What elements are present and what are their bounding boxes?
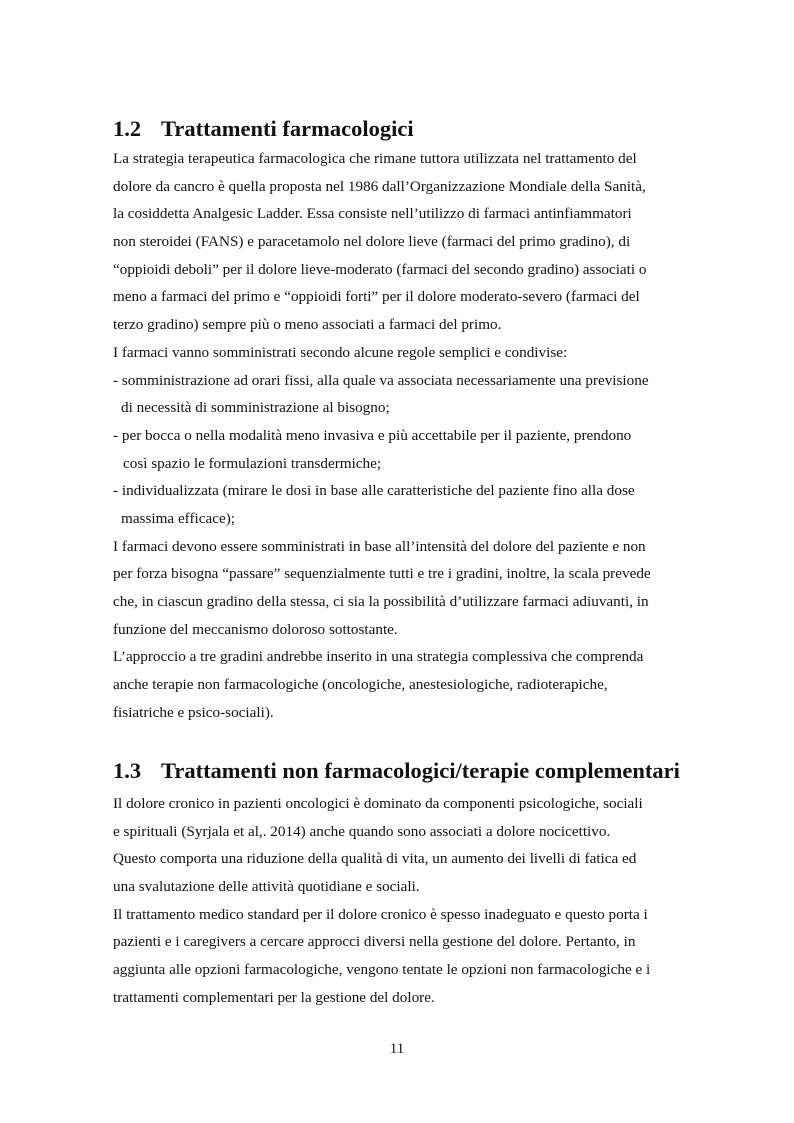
paragraph-line: pazienti e i caregivers a cercare approcci diversi nella gestione del dolore. Pertanto, in — [113, 933, 636, 951]
paragraph-line: la cosiddetta Analgesic Ladder. Essa consiste nell’utilizzo di farmaci antinfiammatori — [113, 205, 632, 223]
paragraph-line: meno a farmaci del primo e “oppioidi forti” per il dolore moderato-severo (farmaci del — [113, 288, 640, 306]
paragraph-line: dolore da cancro è quella proposta nel 1986 dall’Organizzazione Mondiale della Sanità, — [113, 177, 646, 195]
paragraph-line: Il trattamento medico standard per il dolore cronico è spesso inadeguato e questo porta i — [113, 905, 648, 923]
paragraph-line: aggiunta alle opzioni farmacologiche, vengono tentate le opzioni non farmacologiche e i — [113, 961, 651, 979]
list-item-line: - per bocca o nella modalità meno invasiva e più accettabile per il paziente, prendono — [113, 426, 632, 444]
section-number: 1.3 — [113, 758, 142, 783]
list-item-continuation: così spazio le formulazioni transdermiche; — [123, 454, 382, 472]
section-heading-1-2 — [113, 115, 414, 143]
list-item-line: - somministrazione ad orari fissi, alla quale va associata necessariamente una previsione — [113, 371, 649, 389]
section-body-1-3 — [113, 790, 693, 1012]
paragraph-line: per forza bisogna “passare” sequenzialmente tutti e tre i gradini, inoltre, la scala prevede — [113, 565, 651, 583]
paragraph-line: e spirituali (Syrjala et al,. 2014) anche quando sono associati a dolore nocicettivo. — [113, 822, 611, 840]
section-body-1-2 — [113, 145, 693, 726]
page-number: 11 — [389, 1041, 405, 1057]
paragraph-line: La strategia terapeutica farmacologica che rimane tuttora utilizzata nel trattamento del — [113, 150, 637, 167]
section-number: 1.2 — [113, 116, 142, 141]
paragraph-line: trattamenti complementari per la gestione del dolore. — [113, 988, 435, 1006]
paragraph-line: anche terapie non farmacologiche (oncologiche, anestesiologiche, radioterapiche, — [113, 676, 608, 694]
paragraph-line: non steroidei (FANS) e paracetamolo nel dolore lieve (farmaci del primo gradino), di — [113, 233, 631, 251]
list-item-continuation: massima efficace); — [121, 509, 235, 527]
section-title: Trattamenti non farmacologici/terapie complementari — [161, 758, 680, 783]
section-title: Trattamenti farmacologici — [161, 116, 414, 141]
paragraph-line: terzo gradino) sempre più o meno associati a farmaci del primo. — [113, 316, 502, 334]
paragraph-line: una svalutazione delle attività quotidiane e sociali. — [113, 878, 420, 896]
paragraph-line: I farmaci devono essere somministrati in base all’intensità del dolore del paziente e non — [113, 537, 646, 555]
paragraph-line: L’approccio a tre gradini andrebbe inserito in una strategia complessiva che comprenda — [113, 648, 644, 666]
paragraph-line: I farmaci vanno somministrati secondo alcune regole semplici e condivise: — [113, 343, 568, 361]
section-heading-1-3 — [113, 757, 680, 785]
list-item-continuation: di necessità di somministrazione al bisogno; — [121, 399, 390, 417]
paragraph-line: fisiatriche e psico-sociali). — [113, 703, 274, 721]
list-item-line: - individualizzata (mirare le dosi in base alle caratteristiche del paziente fino alla dose — [113, 482, 635, 500]
paragraph-line: che, in ciascun gradino della stessa, ci sia la possibilità d’utilizzare farmaci adiuvanti, in — [113, 593, 649, 610]
paragraph-line: Il dolore cronico in pazienti oncologici è dominato da componenti psicologiche, sociali — [113, 795, 643, 812]
paragraph-line: funzione del meccanismo doloroso sottostante. — [113, 620, 398, 638]
paragraph-line: “oppioidi deboli” per il dolore lieve-moderato (farmaci del secondo gradino) associati o — [113, 260, 647, 278]
paragraph-line: Questo comporta una riduzione della qualità di vita, un aumento dei livelli di fatica ed — [113, 850, 637, 868]
